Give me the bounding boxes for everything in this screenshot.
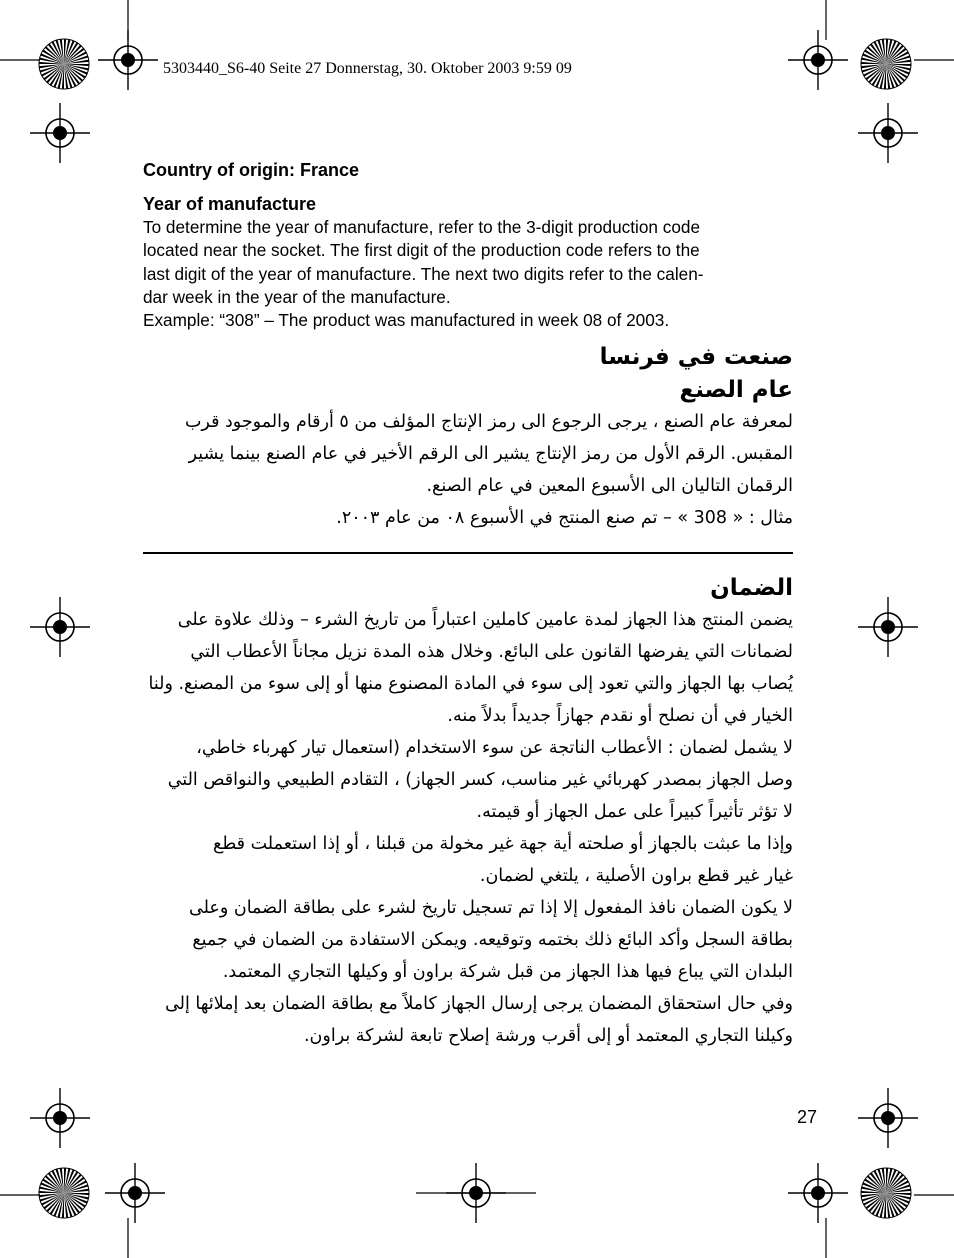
arabic-warranty-heading: الضمان	[710, 575, 793, 601]
text-line: المقبس. الرقم الأول من رمز الإنتاج يشير الى الرقم الأخير في عام الصنع بينما يشير	[188, 444, 793, 464]
text-line: يُصاب بها الجهاز والتي تعود إلى سوء في المادة المصنوع منها أو إلى سوء من المصنع. ولنا	[148, 674, 793, 694]
text-line: لا تؤثر تأثيراً كبيراً على عمل الجهاز أو قيمته.	[476, 802, 793, 822]
text-line: لمعرفة عام الصنع ، يرجى الرجوع الى رمز الإنتاج المؤلف من ٥ أرقام والموجود قرب	[184, 412, 793, 432]
arabic-warranty-paragraph	[143, 604, 793, 1052]
color-star-target-top-left	[39, 39, 89, 89]
text-line: لا يشمل لضمان : الأعطاب الناتجة عن سوء الاستخدام (استعمال تيار كهرباء خاطي،	[196, 738, 793, 758]
arabic-year-paragraph	[143, 406, 793, 534]
text-line: بطاقة السجل وأكد البائع ذلك بختمه وتوقيعه. ويمكن الاستفادة من الضمان في جميع	[192, 930, 793, 950]
text-line: وفي حال استحقاق المضمان يرجى إرسال الجهاز كاملاً مع بطاقة الضمان بعد إملائها إلى	[165, 994, 793, 1014]
text-line: البلدان التي يباع فيها هذا الجهاز من قبل شركة براون أو وكيلها التجاري المعتمد.	[222, 962, 793, 982]
page-number: 27	[797, 1107, 818, 1127]
arabic-country-of-origin: صنعت في فرنسا	[599, 344, 793, 370]
arabic-year-heading: عام الصنع	[679, 377, 793, 403]
country-of-origin: Country of origin: France	[143, 160, 359, 180]
text-line: Example: “308” – The product was manufactured in week 08 of 2003.	[143, 310, 670, 331]
text-line: وصل الجهاز بمصدر كهربائي غير مناسب، كسر الجهاز) ، التقادم الطبيعي والنواقص التي	[167, 770, 793, 790]
text-line: لا يكون الضمان نافذ المفعول إلا إذا تم تسجيل تاريخ لشرء على بطاقة الضمان وعلى	[189, 898, 793, 918]
text-line: To determine the year of manufacture, refer to the 3-digit production code	[143, 217, 700, 237]
text-line: يضمن المنتج هذا الجهاز لمدة عامين كاملين اعتباراً من تاريخ الشرء – وذلك علاوة على	[177, 610, 793, 630]
print-slug-line: 5303440_S6-40 Seite 27 Donnerstag, 30. Oktober 2003 9:59 09	[163, 60, 572, 77]
text-line: وإذا ما عبثت بالجهاز أو صلحته أية جهة غير مخولة من قبلنا ، أو إذا استعملت قطع	[213, 834, 793, 854]
text-line: الخيار في أن نصلح أو نقدم جهازاً جديداً بدلاً منه.	[447, 706, 793, 726]
text-line: dar week in the year of the manufacture.	[143, 286, 451, 307]
color-star-target-top-right	[861, 39, 911, 89]
section-divider	[143, 552, 793, 554]
year-paragraph	[143, 216, 793, 332]
text-line: مثال : « 308 » – تم صنع المنتج في الأسبوع ٠٨ من عام ٢٠٠٣.	[336, 508, 793, 528]
text-line: لضمانات التي يفرضها القانون على البائع. وخلال هذه المدة نزيل مجاناً الأعطاب التي	[190, 642, 793, 662]
text-line: وكيلنا التجاري المعتمد أو إلى أقرب ورشة إصلاح تابعة لشركة براون.	[303, 1026, 793, 1046]
text-line: located near the socket. The first digit of the production code refers to the	[143, 240, 700, 261]
text-line: غيار غير قطع براون الأصلية ، يلتغي لضمان.	[479, 866, 793, 886]
text-line: الرقمان التاليان الى الأسبوع المعين في عام الصنع.	[426, 476, 793, 496]
color-star-target-bottom-right	[861, 1168, 911, 1218]
text-line: last digit of the year of manufacture. The next two digits refer to the calen-	[143, 263, 704, 284]
color-star-target-bottom-left	[39, 1168, 89, 1218]
year-heading: Year of manufacture	[143, 194, 317, 214]
